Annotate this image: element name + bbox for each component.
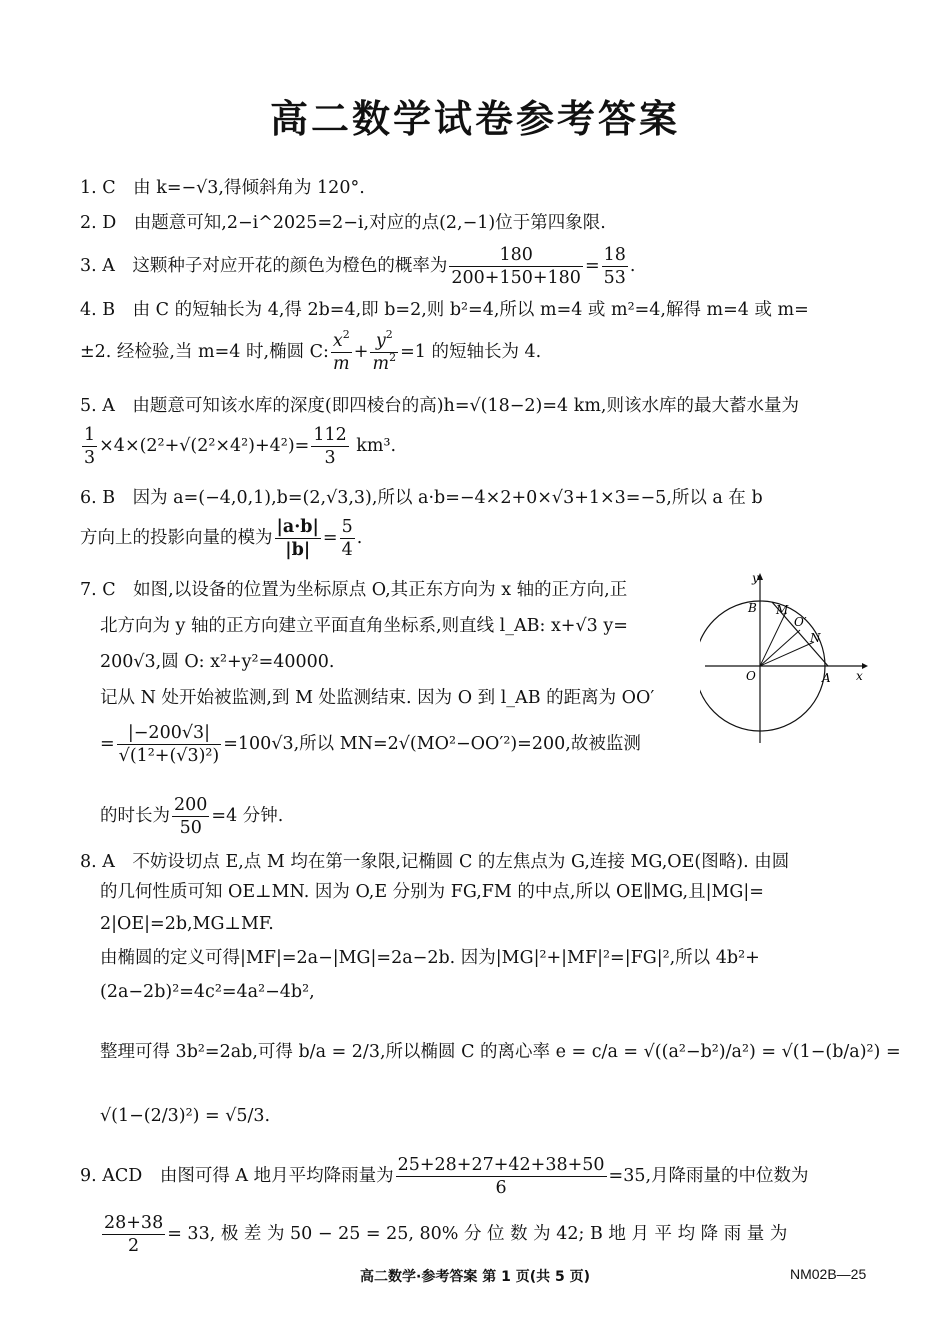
answer-3-text: 3. A 这颗种子对应开花的颜色为橙色的概率为 xyxy=(80,256,448,276)
document-code: NM02B—25 xyxy=(790,1266,867,1282)
segment-on xyxy=(760,642,814,666)
answer-3: 3. A 这颗种子对应开花的颜色为橙色的概率为 $\frac{180}{200+150+180}$ = $\frac{18}{53}$ . xyxy=(80,245,636,288)
answer-8-line-2: 的几何性质可知 OE⊥MN. 因为 O,E 分别为 FG,FM 的中点,所以 OE∥MG,且|MG|= xyxy=(100,882,764,902)
answer-8-line-7: √(1−(2/3)²) = √5/3. xyxy=(100,1106,271,1126)
answer-1: 1. C 由 k=−√3,得倾斜角为 120°. xyxy=(80,178,365,198)
answer-7-line-2: 北方向为 y 轴的正方向建立平面直角坐标系,则直线 l_AB: x+√3 y= xyxy=(100,616,628,636)
label-a: A xyxy=(822,671,831,685)
answer-7-line-4: 记从 N 处开始被监测,到 M 处监测结束. 因为 O 到 l_AB 的距离为 OO′ xyxy=(100,688,655,708)
answer-6-line-2: 方向上的投影向量的模为 $\frac{|a\cdot b|}{|b|}$ = $\frac{5}{4}$ . xyxy=(80,517,363,560)
answer-7-line-1: 7. C 如图,以设备的位置为坐标原点 O,其正东方向为 x 轴的正方向,正 xyxy=(80,580,628,600)
label-m: M xyxy=(776,603,789,617)
answer-8-line-1: 8. A 不妨设切点 E,点 M 均在第一象限,记椭圆 C 的左焦点为 G,连接 MG,OE(图略). 由圆 xyxy=(80,852,790,872)
label-b: B xyxy=(748,601,757,615)
answer-8-line-5: (2a−2b)²=4c²=4a²−4b², xyxy=(100,982,315,1002)
answer-9-line-2: $\frac{28+38}{2}$ = 33, 极 差 为 50 − 25 = 25, 80% 分 位 数 为 42; B 地 月 平 均 降 雨 量 为 xyxy=(104,1213,788,1256)
label-o: O xyxy=(746,669,756,683)
answer-4-line-2: ±2. 经检验,当 m=4 时,椭圆 C: $\frac{x^2}{m}$ + $\frac{y^2}{m^2}$ =1 的短轴长为 4. xyxy=(80,328,542,374)
answer-7-line-5: = $\frac{|-200√3|}{\text{√(1²+(√3)²)}}$ =100√3,所以 MN=2√(MO²−OO′²)=200,故被监测 xyxy=(100,723,641,766)
answer-2: 2. D 由题意可知,2−i^2025=2−i,对应的点(2,−1)位于第四象限. xyxy=(80,213,606,233)
coordinate-figure xyxy=(700,568,870,748)
answer-8-line-6: 整理可得 3b²=2ab,可得 b/a = 2/3,所以椭圆 C 的离心率 e = c/a = √((a²−b²)/a²) = √(1−(b/a)²) = xyxy=(100,1042,901,1062)
x-axis-arrow xyxy=(862,663,868,669)
label-n: N xyxy=(810,631,821,645)
page-title: 高二数学试卷参考答案 xyxy=(269,97,680,141)
fraction: $\frac{180}{200+150+180}$ xyxy=(451,245,581,288)
answer-7-line-6: 的时长为 $\frac{200}{50}$ =4 分钟. xyxy=(100,795,284,838)
answer-8-line-3: 2|OE|=2b,MG⊥MF. xyxy=(100,914,274,934)
label-x: x xyxy=(856,669,863,683)
answer-9-line-1: 9. ACD 由图可得 A 地月平均降雨量为 $\frac{25+28+27+42+38+50}{6}$ =35,月降雨量的中位数为 xyxy=(80,1155,809,1198)
answer-6-line-1: 6. B 因为 a=(−4,0,1),b=(2,√3,3),所以 a·b=−4×2+0×√3+1×3=−5,所以 a 在 b xyxy=(80,488,763,508)
fraction: $\frac{18}{53}$ xyxy=(603,245,626,288)
page-footer: 高二数学·参考答案 第 1 页(共 5 页) xyxy=(360,1269,590,1285)
answer-5-line-1: 5. A 由题意可知该水库的深度(即四棱台的高)h=√(18−2)=4 km,则该水库的最大蓄水量为 xyxy=(80,396,799,416)
segment-oo-prime xyxy=(760,630,800,666)
label-o-prime: O′ xyxy=(794,615,807,629)
answer-5-line-2: $\frac{1}{3}$ ×4×(2²+√(2²×4²)+4²)= $\frac{112}{3}$ km³. xyxy=(84,425,397,468)
segment-om xyxy=(760,612,786,666)
answer-4-line-1: 4. B 由 C 的短轴长为 4,得 2b=4,即 b=2,则 b²=4,所以 m=4 或 m²=4,解得 m=4 或 m= xyxy=(80,300,809,320)
answer-7-line-3: 200√3,圆 O: x²+y²=40000. xyxy=(100,652,335,672)
label-y: y xyxy=(752,571,759,585)
answer-8-line-4: 由椭圆的定义可得|MF|=2a−|MG|=2a−2b. 因为|MG|²+|MF|²=|FG|²,所以 4b²+ xyxy=(100,948,760,968)
